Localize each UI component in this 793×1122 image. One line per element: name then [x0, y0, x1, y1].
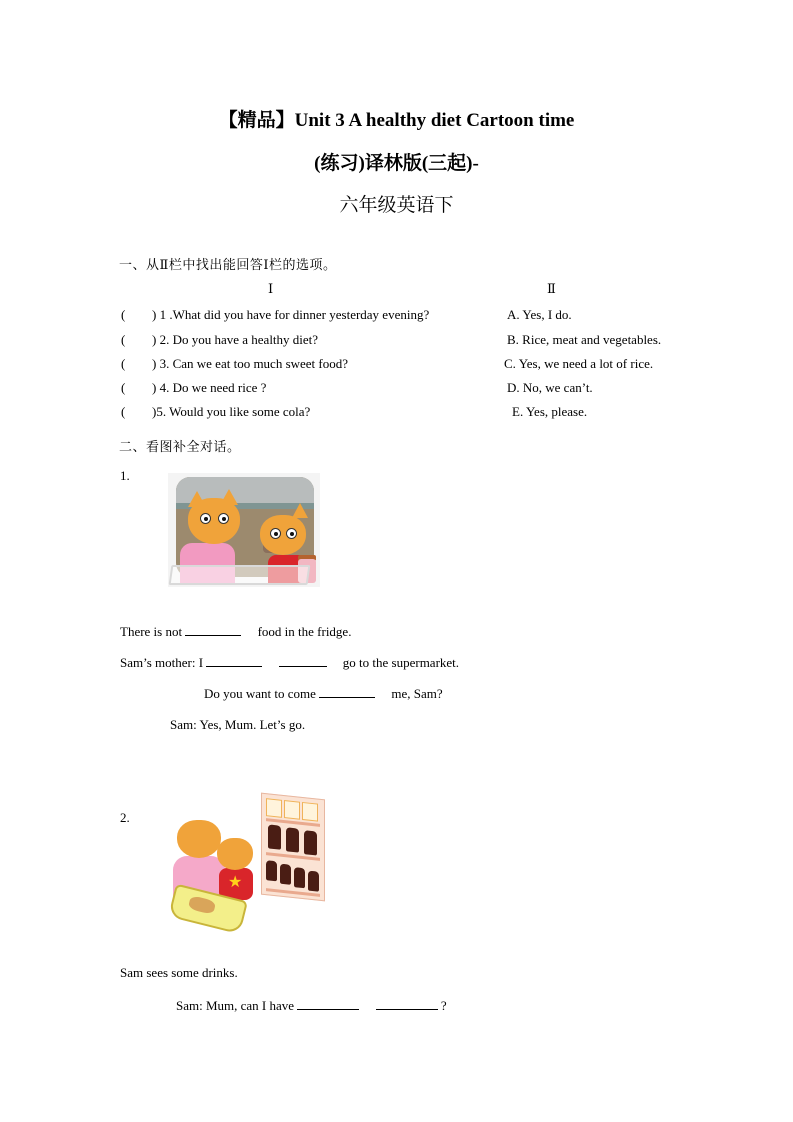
- fridge-cartoon-image: [168, 473, 320, 587]
- fill-blank[interactable]: [297, 997, 359, 1010]
- option-b: B. Rice, meat and vegetables.: [507, 332, 662, 347]
- section2-heading: 二、看图补全对话。: [119, 439, 241, 454]
- column1-header: Ⅰ: [268, 281, 274, 296]
- item1-line3-end: me, Sam?: [391, 686, 443, 701]
- fill-blank[interactable]: [185, 623, 241, 636]
- item2-line1: Sam sees some drinks.: [120, 965, 238, 980]
- item1-line1-end: food in the fridge.: [257, 624, 352, 639]
- answer-blank-3[interactable]: (: [121, 356, 126, 371]
- answer-blank-1[interactable]: (: [121, 307, 126, 322]
- fill-blank[interactable]: [319, 685, 375, 698]
- item1-line1: [120, 623, 351, 640]
- item2-line2: [176, 997, 447, 1014]
- question-1: ) 1 .What did you have for dinner yesterday evening?: [152, 307, 430, 322]
- item2-line2-start: Sam: Mum, can I have: [176, 998, 295, 1013]
- item1-line2-start: Sam’s mother: I: [120, 655, 204, 670]
- item2-line2-end: ?: [440, 998, 447, 1013]
- document-title-line1: 【精品】Unit 3 A healthy diet Cartoon time: [218, 110, 575, 131]
- option-e: E. Yes, please.: [512, 404, 588, 419]
- item1-line4: Sam: Yes, Mum. Let’s go.: [170, 717, 306, 732]
- fill-blank[interactable]: [376, 997, 438, 1010]
- question-5: )5. Would you like some cola?: [152, 404, 311, 419]
- section1-heading: 一、从Ⅱ栏中找出能回答Ⅰ栏的选项。: [119, 257, 337, 272]
- item1-line3: [204, 685, 443, 702]
- option-c: C. Yes, we need a lot of rice.: [504, 356, 654, 371]
- item2-number: 2.: [120, 810, 130, 825]
- document-title-line2: (练习)译林版(三起)-: [314, 153, 479, 174]
- item1-line2-end: go to the supermarket.: [342, 655, 460, 670]
- option-a: A. Yes, I do.: [507, 307, 572, 322]
- option-d: D. No, we can’t.: [507, 380, 593, 395]
- answer-blank-4[interactable]: (: [121, 380, 126, 395]
- supermarket-cartoon-image: ★: [165, 790, 327, 932]
- document-title-line3: 六年级英语下: [339, 195, 454, 216]
- item1-number: 1.: [120, 468, 130, 483]
- column2-header: Ⅱ: [547, 281, 556, 296]
- item1-line1-start: There is not: [120, 624, 183, 639]
- question-3: ) 3. Can we eat too much sweet food?: [152, 356, 349, 371]
- item1-line3-start: Do you want to come: [204, 686, 316, 701]
- fill-blank[interactable]: [206, 654, 262, 667]
- answer-blank-5[interactable]: (: [121, 404, 126, 419]
- fill-blank[interactable]: [279, 654, 327, 667]
- item1-line2: [120, 654, 459, 671]
- question-4: ) 4. Do we need rice ?: [152, 380, 267, 395]
- answer-blank-2[interactable]: (: [121, 332, 126, 347]
- question-2: ) 2. Do you have a healthy diet?: [152, 332, 319, 347]
